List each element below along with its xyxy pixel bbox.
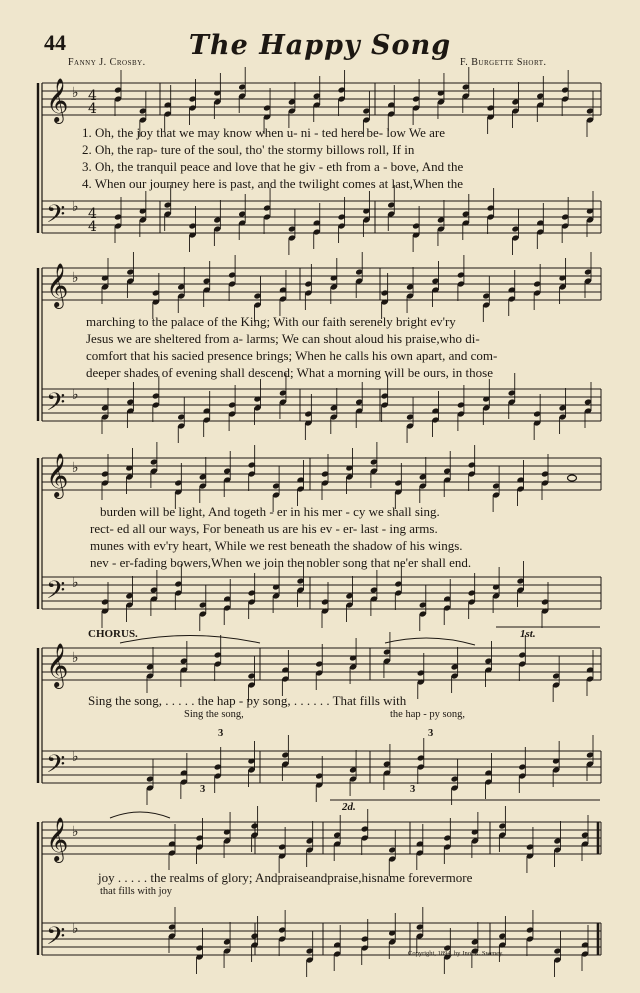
time-signature-icon: 4 [88, 206, 97, 222]
half-note-head [568, 475, 577, 481]
bass-clef-icon: 𝄢 [46, 200, 66, 235]
flat-sign-icon: ♭ [72, 199, 79, 215]
bass-clef-icon: 𝄢 [46, 922, 66, 957]
verse-4-line-1: 4. When our journey here is past, and the twilight comes at last,When the [82, 176, 463, 191]
tie-slur [385, 638, 475, 645]
triplet-marker: 3 [410, 784, 416, 795]
bass-cue-sing-the-song: Sing the song, [184, 709, 244, 720]
flat-sign-icon: ♭ [72, 270, 79, 286]
treble-clef-icon: 𝄞 [46, 453, 69, 497]
first-ending-label: 1st. [520, 628, 536, 640]
bass-clef-icon: 𝄢 [46, 388, 66, 423]
bass-cue-happy-song: the hap - py song, [390, 709, 465, 720]
verse-1-line-1: 1. Oh, the joy that we may know when u- ni - ted here be- low We are [82, 125, 445, 140]
flat-sign-icon: ♭ [72, 650, 79, 666]
verse-4-line-2: deeper shades of evening shall descend; What a morning will be ours, in those [86, 365, 493, 380]
treble-clef-icon: 𝄞 [46, 643, 69, 687]
treble-clef-icon: 𝄞 [46, 78, 69, 122]
flat-sign-icon: ♭ [72, 85, 79, 101]
verse-3-line-2: comfort that his sacied presence brings; When he calls his own apart, and com- [86, 348, 498, 363]
tie-slur [120, 636, 260, 644]
time-signature-icon: 4 [88, 88, 97, 104]
chorus-label: CHORUS. [88, 628, 138, 640]
flat-sign-icon: ♭ [72, 387, 79, 403]
flat-sign-icon: ♭ [72, 749, 79, 765]
triplet-marker: 3 [218, 728, 224, 739]
chorus-lyric-1: Sing the song, . . . . . the hap - py song, . . . . . . That fills with [88, 693, 407, 708]
verse-1-line-2: marching to the palace of the King; With our faith serenely bright ev'ry [86, 314, 456, 329]
verse-3-line-3: munes with ev'ry heart, While we rest beneath the shadow of his wings. [90, 538, 463, 553]
time-signature-icon: 4 [88, 219, 97, 235]
verse-2-line-1: 2. Oh, the rap- ture of the soul, tho' the stormy billows roll, If in [82, 142, 415, 157]
lyricist-credit: Fanny J. Crosby. [68, 57, 146, 68]
verse-3-line-1: 3. Oh, the tranquil peace and love that he giv - eth from a - bove, And the [82, 159, 464, 174]
page-number: 44 [44, 30, 66, 55]
triplet-marker: 3 [200, 784, 206, 795]
flat-sign-icon: ♭ [72, 575, 79, 591]
hymn-title: The Happy Song [188, 30, 452, 61]
verse-2-line-3: rect- ed all our ways, For beneath us are his ev - er- last - ing arms. [90, 521, 438, 536]
treble-clef-icon: 𝄞 [46, 817, 69, 861]
bass-clef-icon: 𝄢 [46, 576, 66, 611]
flat-sign-icon: ♭ [72, 824, 79, 840]
time-signature-icon: 4 [88, 101, 97, 117]
second-ending-label: 2d. [342, 801, 356, 813]
verse-2-line-2: Jesus we are sheltered from a- larms; We can shout aloud his praise,who di- [86, 331, 480, 346]
triplet-marker: 3 [428, 728, 434, 739]
composer-credit: F. Burgette Short. [460, 57, 547, 68]
chorus-lyric-2: joy . . . . . the realms of glory; Andpraiseandpraise,hisname forevermore [98, 870, 473, 885]
treble-clef-icon: 𝄞 [46, 263, 69, 307]
tie-slur [110, 812, 170, 818]
copyright-notice: Copyright, 1894, by Jno. R. Sweney. [408, 950, 504, 957]
flat-sign-icon: ♭ [72, 921, 79, 937]
verse-1-line-3: burden will be light, And togeth - er in his mer - cy we shall sing. [100, 504, 440, 519]
bass-clef-icon: 𝄢 [46, 750, 66, 785]
bass-cue-fills-with-joy: that fills with joy [100, 886, 173, 897]
verse-4-line-3: nev - er-fading bowers,When we join the nobler song that ne'er shall end. [90, 555, 472, 570]
flat-sign-icon: ♭ [72, 460, 79, 476]
